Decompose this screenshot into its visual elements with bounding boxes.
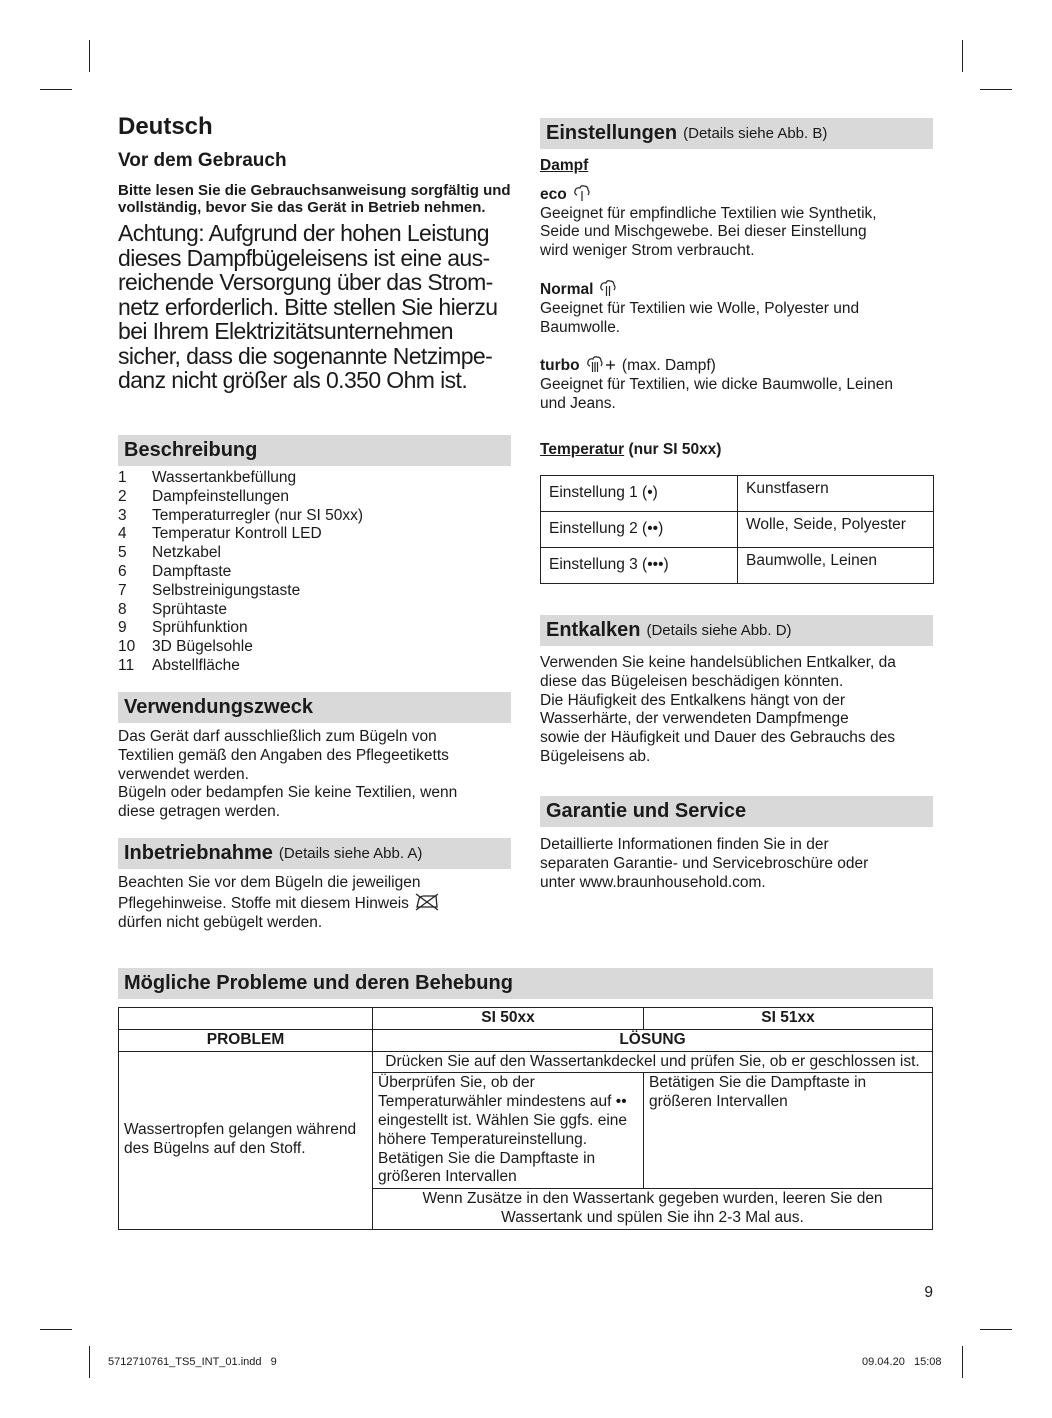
table-row	[541, 547, 934, 583]
page-number: 9	[924, 1284, 933, 1301]
warning-text	[118, 221, 511, 393]
purpose-heading	[118, 692, 511, 723]
temperature-heading: Temperatur	[540, 440, 625, 458]
item-label: Sprühfunktion	[152, 619, 248, 637]
eco-line: wird weniger Strom verbraucht.	[540, 242, 755, 260]
solution-si50xx-cell: Überprüfen Sie, ob der Temperaturwähler mindestens auf •• eingestellt ist. Wählen Sie ggfs. eine höhere Temperatureinstellung. Betätigen Sie die Dampftaste in größeren Intervallen	[373, 1073, 644, 1189]
crop-mark	[40, 89, 72, 90]
item-label: Netzkabel	[152, 544, 221, 562]
item-number: 10	[118, 638, 136, 656]
warning-line: netz erforderlich. Bitte stellen Sie hierzu	[118, 293, 498, 320]
table-row	[119, 1051, 933, 1073]
temperature-note: (nur SI 50xx)	[628, 440, 722, 458]
table-cell: Baumwolle, Leinen	[738, 547, 934, 583]
table-cell: Wolle, Seide, Polyester	[738, 511, 934, 547]
warning-line: bei Ihrem Elektrizitätsunternehmen	[118, 318, 453, 344]
table-cell: Einstellung 3 (•••)	[541, 547, 738, 583]
turbo-label-line	[540, 355, 933, 376]
solution-common-cell: Drücken Sie auf den Wassertankdeckel und prüfen Sie, ob er geschlossen ist.	[373, 1051, 933, 1073]
descaling-note: (Details siehe Abb. D)	[646, 622, 792, 639]
item-number: 3	[118, 506, 127, 524]
table-row	[119, 1008, 933, 1030]
footer-file: 5712710761_TS5_INT_01.indd 9	[108, 1356, 277, 1368]
item-label: Dampfeinstellungen	[152, 487, 290, 505]
item-label: Wassertankbefüllung	[152, 469, 297, 486]
normal-line: Baumwolle.	[540, 318, 621, 336]
startup-section	[118, 838, 511, 932]
item-number: 6	[118, 562, 127, 580]
descaling-line: Verwenden Sie keine handelsüblichen Entkalker, da	[540, 654, 896, 671]
item-label: Abstellfläche	[152, 656, 240, 674]
item-number: 4	[118, 525, 127, 543]
column-header-problem: PROBLEM	[119, 1029, 373, 1051]
column-header-solution: LÖSUNG	[373, 1029, 933, 1051]
descaling-line: Die Häufigkeit des Entkalkens hängt von der	[540, 691, 846, 709]
settings-note: (Details siehe Abb. B)	[683, 125, 828, 142]
steam-max-icon	[586, 355, 618, 373]
list-item	[118, 582, 511, 601]
item-label: 3D Bügelsohle	[152, 638, 253, 656]
purpose-title: Verwendungszweck	[124, 696, 313, 718]
turbo-line: Geeignet für Textilien, wie dicke Baumwolle, Leinen	[540, 376, 893, 394]
startup-line-with-icon	[118, 893, 511, 914]
descaling-section	[540, 615, 933, 767]
item-label: Sprühtaste	[152, 600, 227, 618]
problem-cell: Wassertropfen gelangen während des Bügelns auf den Stoff.	[119, 1051, 373, 1229]
purpose-line: Das Gerät darf ausschließlich zum Bügeln von	[118, 728, 437, 745]
item-label: Temperatur Kontroll LED	[152, 525, 322, 543]
normal-label: Normal	[540, 280, 594, 298]
column-header-model-2: SI 51xx	[644, 1008, 933, 1030]
startup-line: dürfen nicht gebügelt werden.	[118, 913, 323, 931]
warranty-line: unter www.braunhousehold.com.	[540, 873, 766, 891]
table-row	[119, 1029, 933, 1051]
warranty-line: separaten Garantie- und Servicebroschüre oder	[540, 854, 869, 872]
temperature-heading-line	[540, 441, 933, 460]
solution-si51xx-cell: Betätigen Sie die Dampftaste in größeren Intervallen	[644, 1073, 933, 1189]
purpose-line: diese getragen werden.	[118, 803, 281, 821]
item-number: 2	[118, 487, 127, 505]
list-item	[118, 638, 511, 657]
warning-line: sicher, dass die sogenannte Netzimpe-	[118, 342, 493, 369]
item-label: Dampftaste	[152, 562, 232, 580]
troubleshooting-table	[118, 1007, 933, 1230]
language-title: Deutsch	[118, 113, 213, 140]
solution-common-cell: Wenn Zusätze in den Wassertank gegeben wurden, leeren Sie den Wassertank und spülen Sie ihn 2-3 Mal aus.	[373, 1189, 933, 1230]
eco-line: Geeignet für empfindliche Textilien wie Synthetik,	[540, 204, 877, 222]
startup-title: Inbetriebnahme	[124, 842, 273, 864]
list-item	[118, 525, 511, 544]
purpose-section	[118, 692, 511, 822]
crop-mark	[962, 40, 963, 72]
warning-line: danz nicht größer als 0.350 Ohm ist.	[118, 367, 468, 393]
startup-line: Beachten Sie vor dem Bügeln die jeweiligen	[118, 874, 421, 891]
descaling-line: sowie der Häufigkeit und Dauer des Gebrauchs des	[540, 729, 895, 747]
normal-label-line	[540, 279, 933, 300]
left-column	[118, 113, 511, 393]
table-cell: Kunstfasern	[738, 475, 934, 511]
warranty-heading	[540, 796, 933, 827]
turbo-suffix: (max. Dampf)	[621, 357, 716, 375]
footer-date: 09.04.20 15:08	[862, 1356, 942, 1368]
turbo-label: turbo	[540, 357, 580, 375]
warranty-section	[540, 796, 933, 892]
crop-mark	[89, 40, 90, 72]
steam-medium-icon	[599, 279, 617, 297]
warning-line: reichende Versorgung über das Strom-	[118, 269, 493, 295]
item-number: 7	[118, 581, 127, 599]
column-header-model-1: SI 50xx	[373, 1008, 644, 1030]
startup-note: (Details siehe Abb. A)	[278, 845, 423, 862]
description-heading	[118, 435, 511, 466]
settings-heading	[540, 118, 933, 149]
eco-label-line	[540, 184, 933, 205]
crop-mark	[40, 1329, 72, 1330]
descaling-line: Wasserhärte, der verwendeten Dampfmenge	[540, 710, 849, 728]
purpose-line: verwendet werden.	[118, 765, 249, 783]
descaling-heading	[540, 615, 933, 646]
table-row	[541, 511, 934, 547]
description-title: Beschreibung	[124, 439, 258, 461]
item-number: 9	[118, 619, 127, 637]
descaling-line: diese das Bügeleisen beschädigen könnten.	[540, 672, 844, 690]
list-item	[118, 563, 511, 582]
warranty-line: Detaillierte Informationen finden Sie in der	[540, 836, 829, 853]
list-item	[118, 619, 511, 638]
list-item	[118, 507, 511, 526]
before-use-intro: Bitte lesen Sie die Gebrauchsanweisung sorgfältig und vollständig, bevor Sie das Gerät in Betrieb nehmen.	[118, 182, 511, 216]
table-cell: Einstellung 1 (•)	[541, 475, 738, 511]
warning-line: Achtung: Aufgrund der hohen Leistung	[118, 220, 489, 246]
list-item	[118, 469, 511, 488]
startup-line: Pflegehinweise. Stoffe mit diesem Hinweis	[118, 894, 409, 912]
settings-title: Einstellungen	[546, 122, 678, 144]
descaling-line: Bügeleisens ab.	[540, 747, 651, 765]
descaling-title: Entkalken	[546, 619, 641, 641]
before-use-title: Vor dem Gebrauch	[118, 150, 287, 171]
list-item	[118, 657, 511, 676]
startup-heading	[118, 838, 511, 869]
settings-section	[540, 118, 933, 584]
steam-low-icon	[573, 184, 591, 202]
turbo-line: und Jeans.	[540, 394, 616, 412]
warranty-title: Garantie und Service	[546, 800, 747, 822]
crop-mark	[962, 1346, 963, 1378]
item-label: Selbstreinigungstaste	[152, 581, 301, 599]
item-number: 8	[118, 600, 127, 618]
warning-line: dieses Dampfbügeleisens ist eine aus-	[118, 244, 490, 271]
parts-list	[118, 469, 511, 676]
purpose-line: Bügeln oder bedampfen Sie keine Textilien, wenn	[118, 784, 458, 802]
item-number: 1	[118, 469, 127, 486]
troubleshooting-bar	[118, 968, 933, 999]
list-item	[118, 488, 511, 507]
item-number: 11	[118, 656, 135, 674]
description-section	[118, 435, 511, 676]
item-label: Temperaturregler (nur SI 50xx)	[152, 506, 364, 524]
table-cell: Einstellung 2 (••)	[541, 511, 738, 547]
no-ironing-symbol-icon	[415, 893, 439, 911]
eco-line: Seide und Mischgewebe. Bei dieser Einstellung	[540, 223, 867, 241]
list-item	[118, 544, 511, 563]
troubleshooting-heading	[118, 968, 933, 999]
normal-line: Geeignet für Textilien wie Wolle, Polyester und	[540, 299, 860, 317]
item-number: 5	[118, 544, 127, 562]
temperature-table	[540, 475, 934, 584]
crop-mark	[89, 1346, 90, 1378]
steam-heading: Dampf	[540, 157, 589, 174]
troubleshooting-title: Mögliche Probleme und deren Behebung	[124, 972, 513, 994]
table-row	[541, 475, 934, 511]
list-item	[118, 601, 511, 620]
crop-mark	[980, 89, 1012, 90]
eco-label: eco	[540, 185, 567, 203]
purpose-line: Textilien gemäß den Angaben des Pflegeetiketts	[118, 746, 449, 764]
table-cell-empty	[119, 1008, 373, 1030]
crop-mark	[980, 1329, 1012, 1330]
